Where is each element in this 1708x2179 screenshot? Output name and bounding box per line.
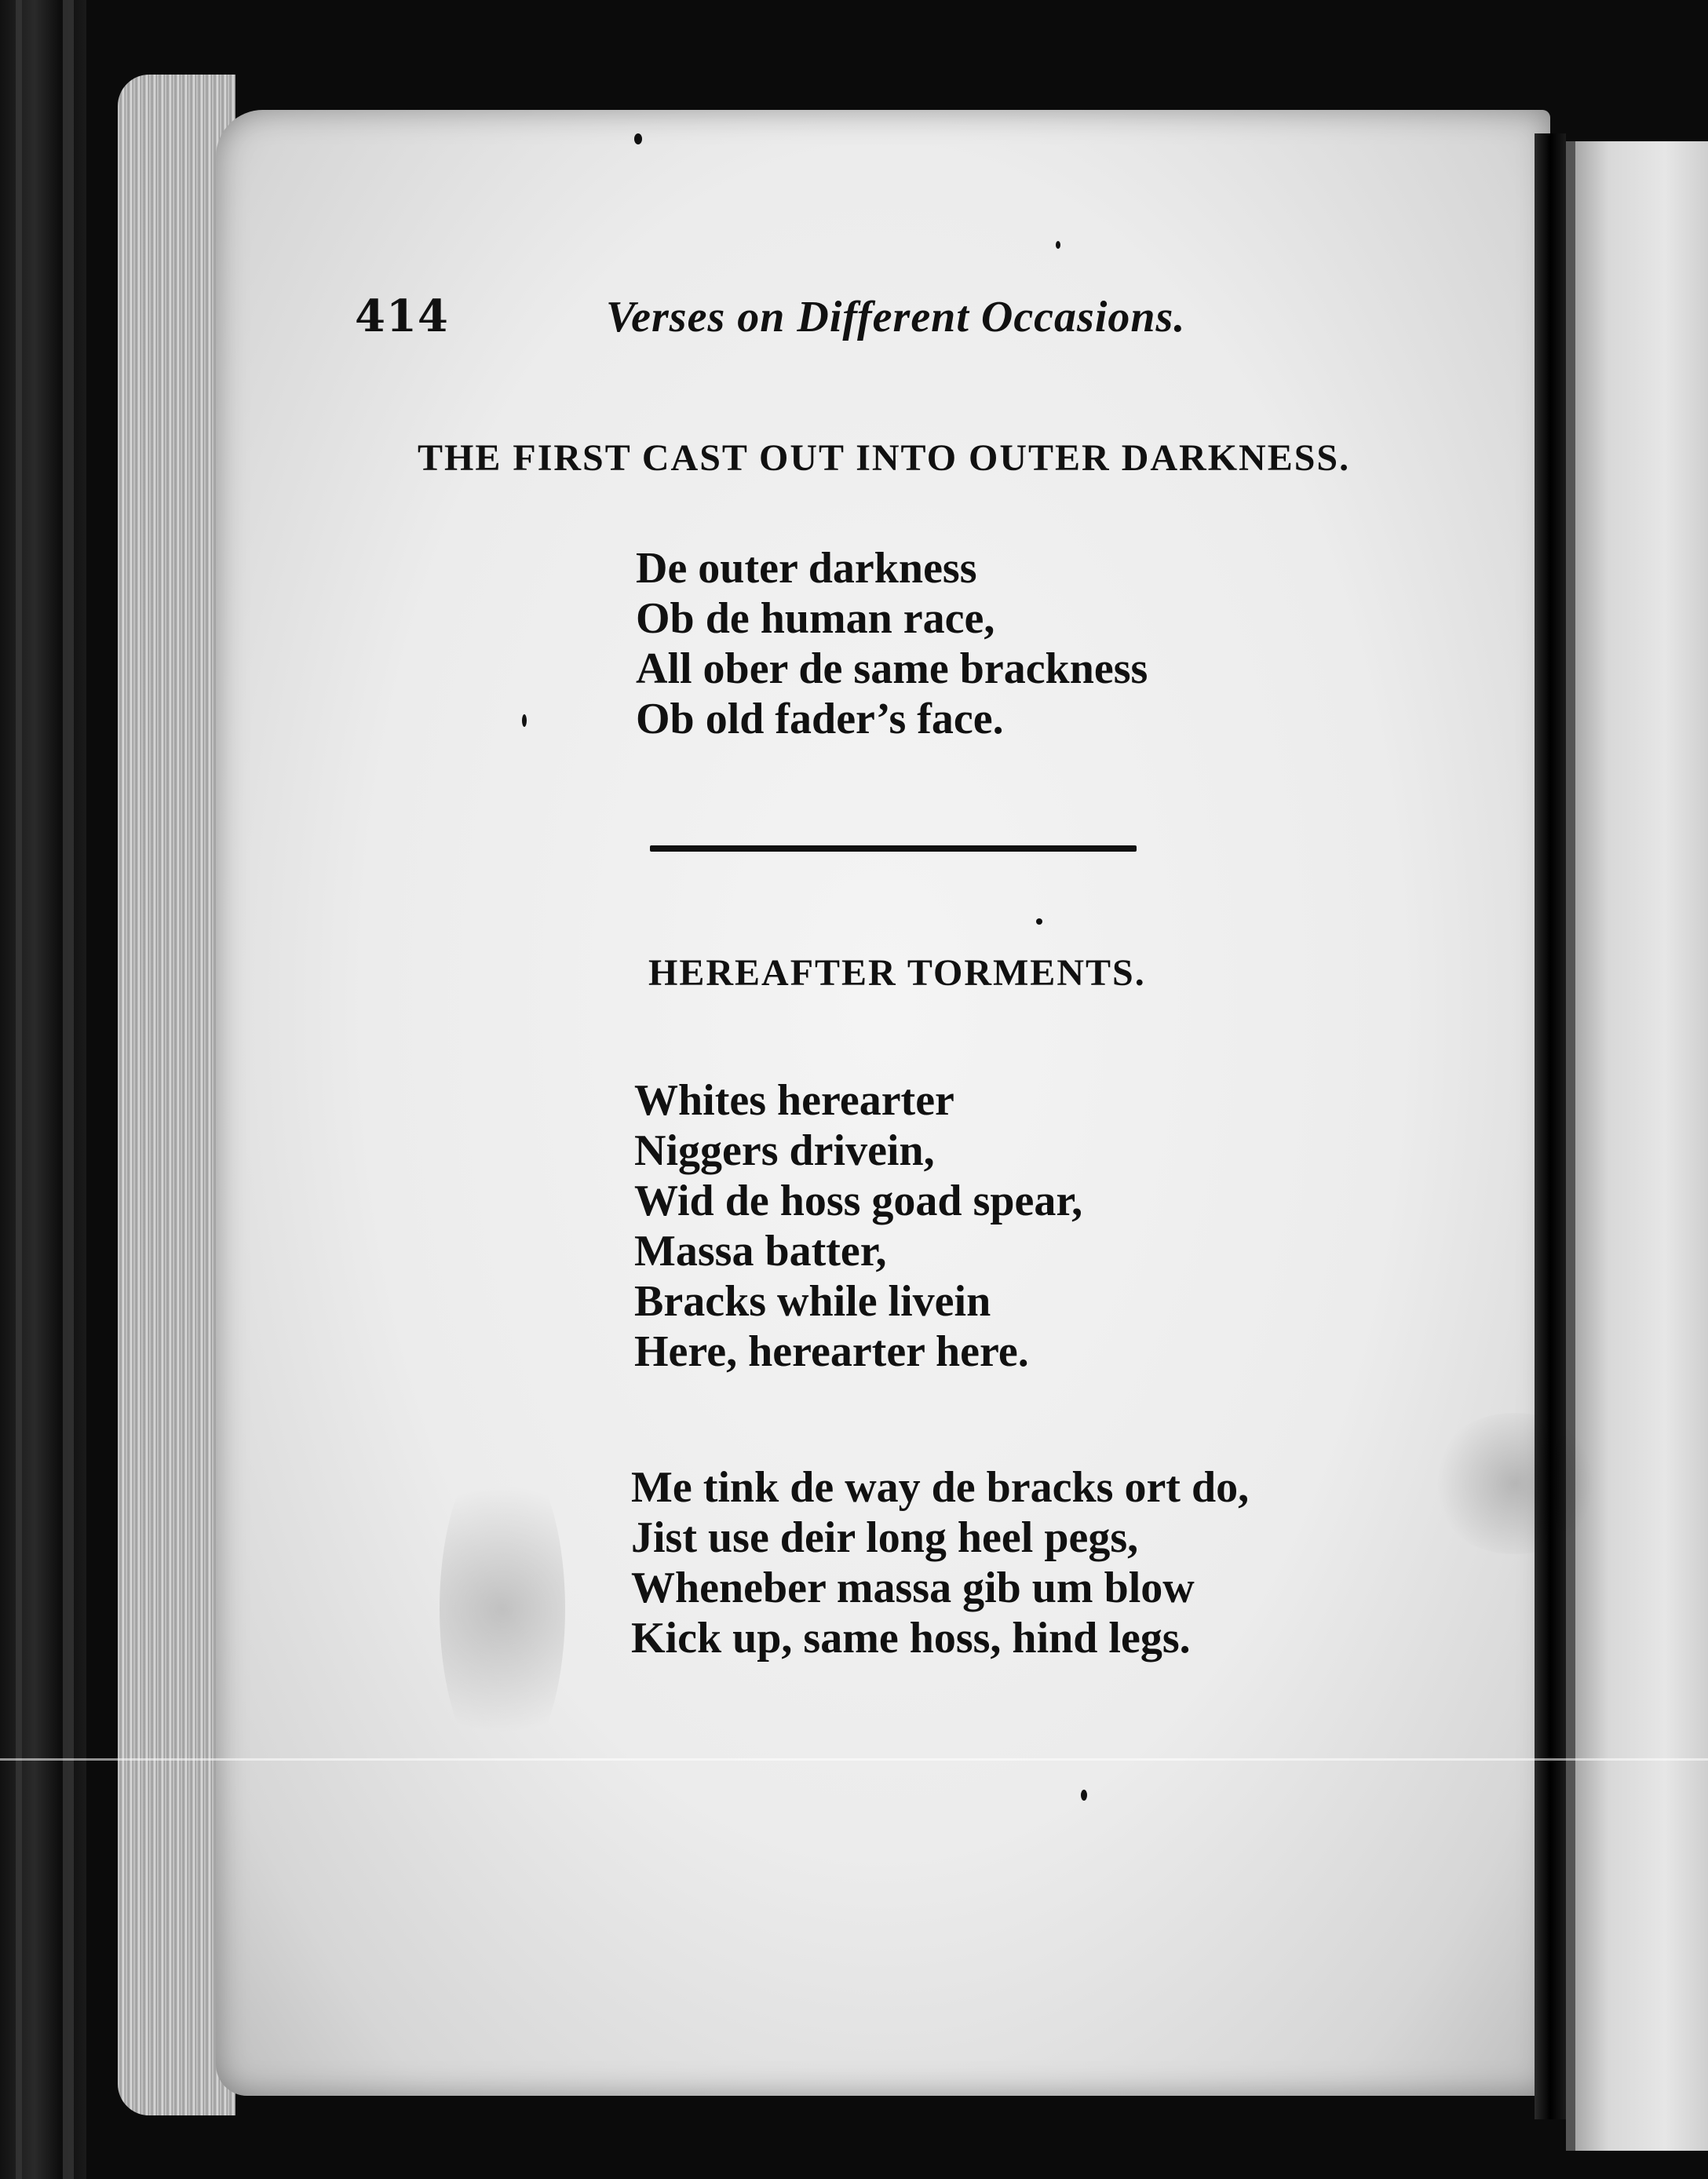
poem-stanza [631, 1462, 1249, 1663]
verse-line: Niggers drivein, [634, 1126, 935, 1175]
ink-speck [1056, 241, 1060, 249]
verse-line: Ob old fader’s face. [636, 695, 1004, 743]
paper-stain [1429, 1413, 1601, 1554]
verse-line: Jist use deir long heel pegs, [631, 1513, 1139, 1562]
paper-stain [440, 1444, 565, 1774]
verse-line: Wheneber massa gib um blow [631, 1564, 1195, 1612]
ink-speck [1081, 1790, 1087, 1801]
running-head-title: Verses on Different Occasions. [606, 293, 1186, 341]
opposite-page-edge [1566, 141, 1708, 2151]
ink-speck [1036, 918, 1042, 925]
running-head [0, 290, 1708, 353]
book-gutter [1535, 133, 1566, 2119]
ink-speck [522, 714, 527, 727]
poem-title: HEREAFTER TORMENTS. [648, 952, 1146, 994]
poem-title: THE FIRST CAST OUT INTO OUTER DARKNESS. [418, 437, 1351, 479]
scan-artifact-line [0, 1758, 1708, 1761]
verse-line: Wid de hoss goad spear, [634, 1177, 1083, 1225]
verse-line: Whites herearter [634, 1076, 954, 1125]
opposite-page-fold [1566, 141, 1575, 2151]
ink-speck [634, 133, 642, 144]
verse-line: De outer darkness [636, 544, 977, 593]
verse-line: Ob de human race, [636, 594, 995, 643]
verse-line: Massa batter, [634, 1227, 887, 1276]
verse-line: Bracks while livein [634, 1277, 991, 1326]
verse-line: Here, herearter here. [634, 1327, 1029, 1376]
verse-line: Kick up, same hoss, hind legs. [631, 1614, 1191, 1663]
poem-stanza [636, 543, 1148, 744]
verse-line: Me tink de way de bracks ort do, [631, 1463, 1250, 1512]
verse-line: All ober de same brackness [636, 644, 1148, 693]
section-divider [650, 845, 1137, 852]
page-number: 414 [355, 290, 449, 342]
poem-stanza [634, 1075, 1082, 1377]
